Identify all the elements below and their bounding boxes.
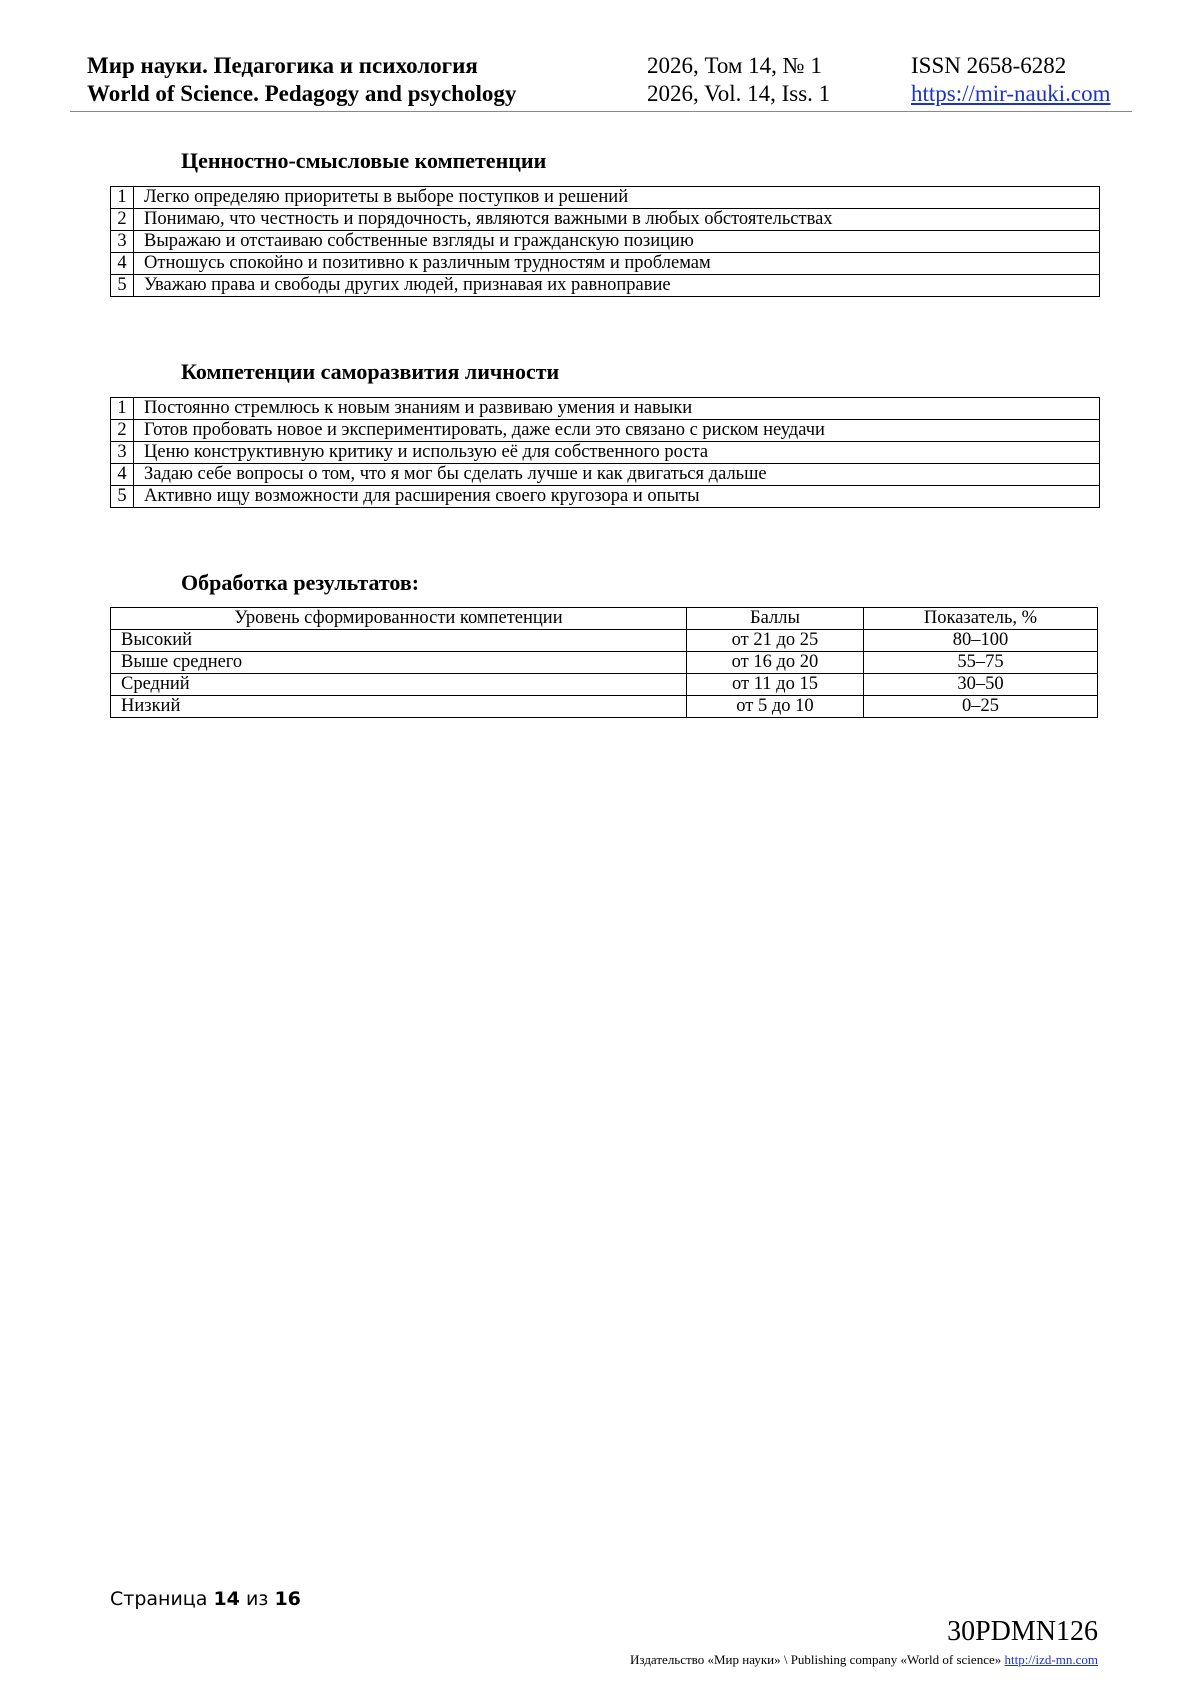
row-number: 3: [111, 231, 134, 253]
percent-cell: 80–100: [864, 630, 1098, 652]
row-number: 4: [111, 464, 134, 486]
row-number: 2: [111, 209, 134, 231]
column-header-points: Баллы: [687, 608, 864, 630]
issn-block: [911, 52, 1111, 108]
section-title-results: Обработка результатов:: [181, 570, 420, 595]
header-divider: [70, 111, 1132, 112]
row-statement: Активно ищу возможности для расширения своего кругозора и опыты: [134, 486, 1100, 508]
page-current: 14: [213, 1588, 240, 1610]
row-number: 5: [111, 275, 134, 297]
article-code: 30PDMN126: [947, 1616, 1098, 1647]
journal-url-link[interactable]: https://mir-nauki.com: [911, 81, 1111, 106]
table-row: [111, 420, 1100, 442]
values-competencies-table: [110, 186, 1100, 297]
issue-en: 2026, Vol. 14, Iss. 1: [647, 81, 831, 106]
self-development-competencies-table: [110, 397, 1100, 508]
table-row: [111, 674, 1098, 696]
page-total: 16: [274, 1588, 301, 1610]
journal-title-block: [87, 52, 516, 108]
table-row: [111, 231, 1100, 253]
points-cell: от 16 до 20: [687, 652, 864, 674]
section-title-self-development: Компетенции саморазвития личности: [181, 359, 560, 384]
row-statement: Постоянно стремлюсь к новым знаниям и развиваю умения и навыки: [134, 398, 1100, 420]
table-row: [111, 696, 1098, 718]
row-number: 4: [111, 253, 134, 275]
row-number: 1: [111, 398, 134, 420]
row-number: 2: [111, 420, 134, 442]
percent-cell: 0–25: [864, 696, 1098, 718]
table-row: [111, 275, 1100, 297]
row-number: 3: [111, 442, 134, 464]
row-statement: Уважаю права и свободы других людей, признавая их равноправие: [134, 275, 1100, 297]
table-row: [111, 442, 1100, 464]
row-statement: Готов пробовать новое и экспериментировать, даже если это связано с риском неудачи: [134, 420, 1100, 442]
table-row: [111, 464, 1100, 486]
table-row: [111, 486, 1100, 508]
level-cell: Высокий: [111, 630, 687, 652]
table-row: [111, 630, 1098, 652]
row-statement: Понимаю, что честность и порядочность, являются важными в любых обстоятельствах: [134, 209, 1100, 231]
issn: ISSN 2658-6282: [911, 53, 1067, 78]
percent-cell: 30–50: [864, 674, 1098, 696]
journal-title-ru: Мир науки. Педагогика и психология: [87, 53, 478, 78]
row-number: 1: [111, 187, 134, 209]
row-statement: Задаю себе вопросы о том, что я мог бы сделать лучше и как двигаться дальше: [134, 464, 1100, 486]
table-row: [111, 187, 1100, 209]
row-number: 5: [111, 486, 134, 508]
publisher-url-link[interactable]: http://izd-mn.com: [1004, 1652, 1098, 1667]
level-cell: Средний: [111, 674, 687, 696]
journal-title-en: World of Science. Pedagogy and psychology: [87, 81, 517, 106]
level-cell: Выше среднего: [111, 652, 687, 674]
row-statement: Легко определяю приоритеты в выборе поступков и решений: [134, 187, 1100, 209]
points-cell: от 5 до 10: [687, 696, 864, 718]
row-statement: Выражаю и отстаиваю собственные взгляды и гражданскую позицию: [134, 231, 1100, 253]
publisher-name: Издательство «Мир науки» \ Publishing company «World of science»: [630, 1652, 1002, 1667]
percent-cell: 55–75: [864, 652, 1098, 674]
table-row: [111, 398, 1100, 420]
column-header-level: Уровень сформированности компетенции: [111, 608, 687, 630]
publisher-line: [630, 1652, 1098, 1668]
column-header-percent: Показатель, %: [864, 608, 1098, 630]
row-statement: Отношусь спокойно и позитивно к различным трудностям и проблемам: [134, 253, 1100, 275]
section-title-values: Ценностно-смысловые компетенции: [181, 148, 547, 173]
table-row: [111, 209, 1100, 231]
level-cell: Низкий: [111, 696, 687, 718]
issue-block: [647, 52, 830, 108]
row-statement: Ценю конструктивную критику и использую её для собственного роста: [134, 442, 1100, 464]
table-row: [111, 253, 1100, 275]
results-table: [110, 607, 1098, 718]
page-number: [110, 1588, 301, 1610]
issue-ru: 2026, Том 14, № 1: [647, 53, 822, 78]
table-header-row: [111, 608, 1098, 630]
points-cell: от 21 до 25: [687, 630, 864, 652]
points-cell: от 11 до 15: [687, 674, 864, 696]
table-row: [111, 652, 1098, 674]
page-label: Страница: [110, 1588, 208, 1610]
page-of: из: [245, 1588, 269, 1610]
